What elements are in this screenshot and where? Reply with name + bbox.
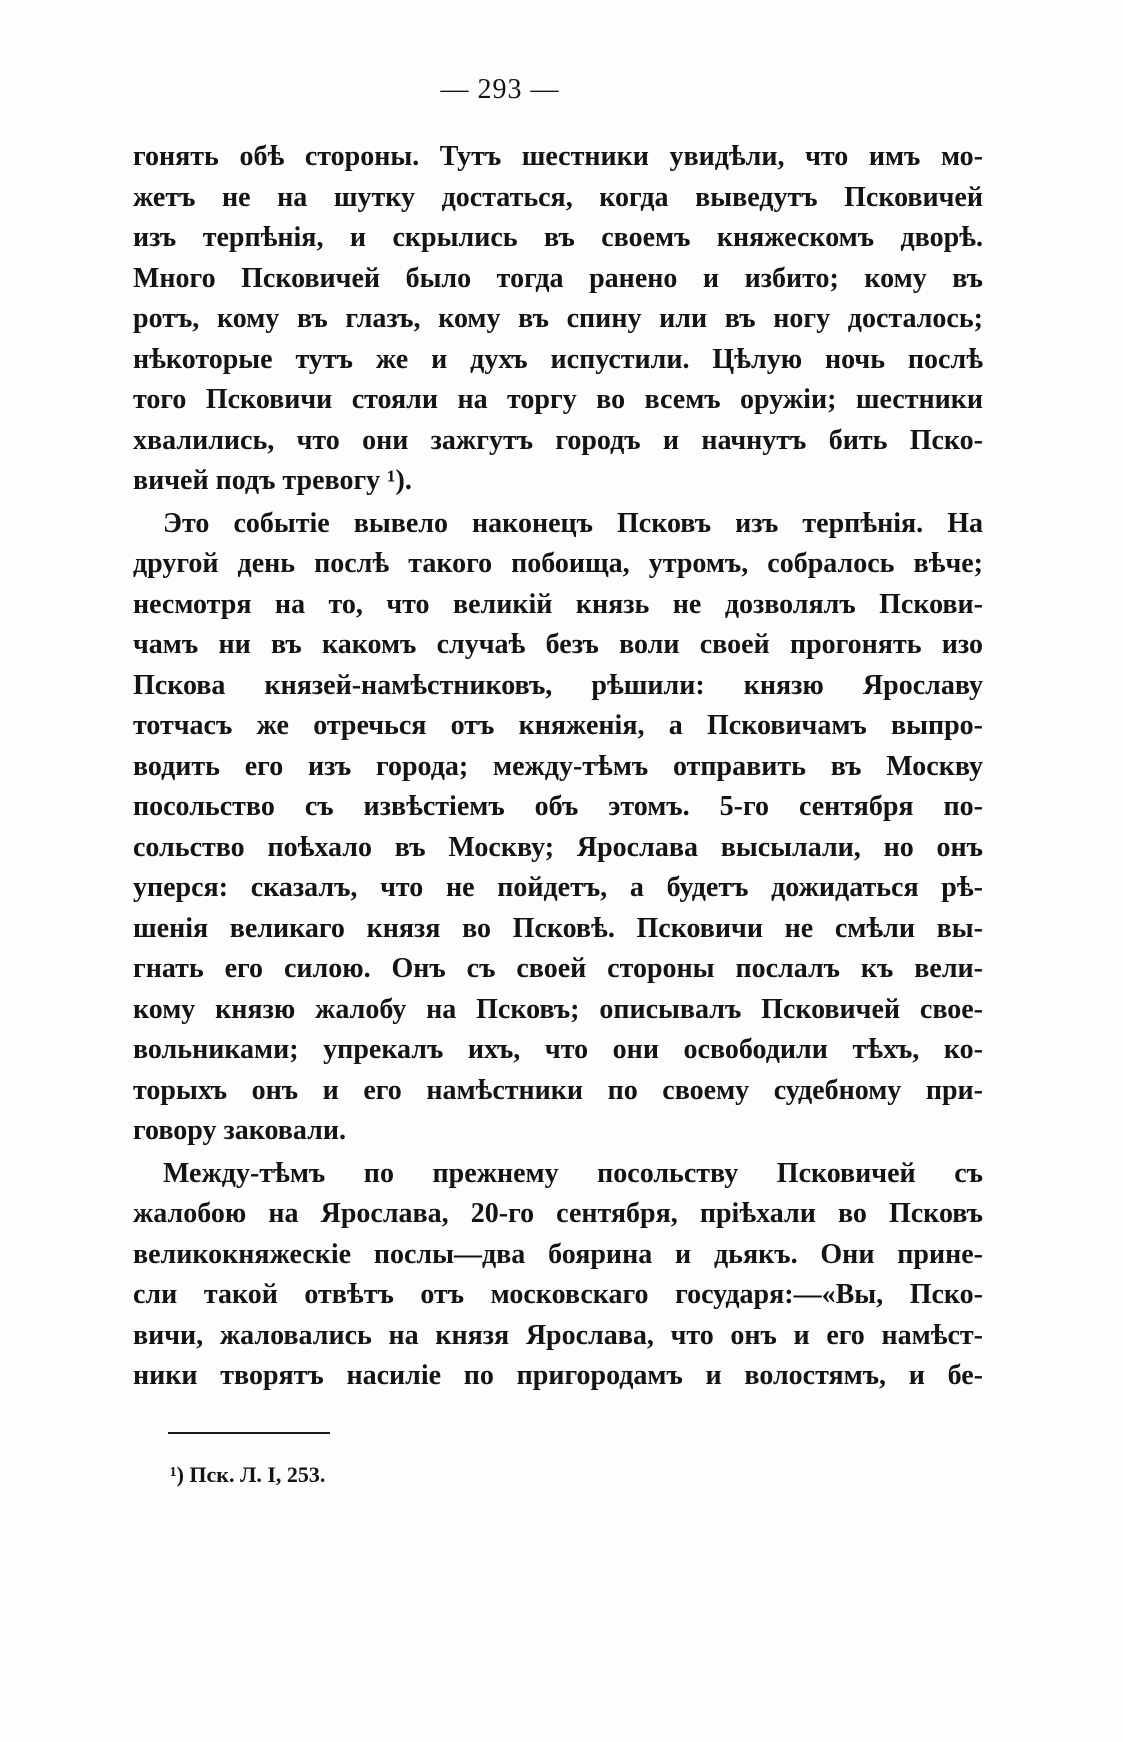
body-text bbox=[133, 137, 983, 1397]
text-line: несмотря на то, что великій князь не дозволялъ Пскови- bbox=[133, 588, 983, 620]
text-line: тотчасъ же отречься отъ княженія, а Псковичамъ выпро- bbox=[133, 710, 983, 741]
text-line: хвалились, что они зажгутъ городъ и начнутъ бить Пско- bbox=[133, 424, 983, 456]
paragraph bbox=[133, 1154, 983, 1397]
text-line: Это событіе вывело наконецъ Псковъ изъ терпѣнія. На bbox=[163, 507, 983, 539]
text-line: жалобою на Ярослава, 20-го сентября, пріѣхали во Псковъ bbox=[133, 1198, 983, 1229]
text-line: Много Псковичей было тогда ранено и избито; кому въ bbox=[133, 262, 983, 294]
text-line: гнать его силою. Онъ съ своей стороны послалъ къ вели- bbox=[133, 953, 983, 984]
text-line: другой день послѣ такого побоища, утромъ, собралось вѣче; bbox=[133, 548, 983, 579]
footnote: ¹) Пск. Л. I, 253. bbox=[170, 1462, 326, 1487]
text-line: вичи, жаловались на князя Ярослава, что онъ и его намѣст- bbox=[133, 1319, 983, 1351]
text-line: изъ терпѣнія, и скрылись въ своемъ княжескомъ дворѣ. bbox=[133, 222, 983, 253]
text-line: того Псковичи стояли на торгу во всемъ оружіи; шестники bbox=[133, 384, 983, 415]
text-line: великокняжескіе послы—два боярина и дьякъ. Они прине- bbox=[133, 1238, 983, 1270]
text-line: ротъ, кому въ глазъ, кому въ спину или въ ногу досталось; bbox=[133, 303, 983, 334]
text-line: вольниками; упрекалъ ихъ, что они освободили тѣхъ, ко- bbox=[133, 1034, 983, 1065]
text-line: Между-тѣмъ по прежнему посольству Псковичей съ bbox=[163, 1157, 983, 1189]
text-line: говору заковали. bbox=[133, 1115, 346, 1146]
text-line: жетъ не на шутку достаться, когда выведутъ Псковичей bbox=[133, 181, 983, 213]
footnote-separator bbox=[168, 1432, 330, 1434]
text-line: нѣкоторые тутъ же и духъ испустили. Цѣлую ночь послѣ bbox=[133, 343, 983, 375]
text-line: сольство поѣхало въ Москву; Ярослава высылали, но онъ bbox=[133, 831, 983, 863]
text-line: посольство съ извѣстіемъ объ этомъ. 5-го сентября по- bbox=[133, 791, 983, 822]
text-line: вичей подъ тревогу ¹). bbox=[133, 465, 412, 496]
paragraph bbox=[133, 504, 983, 1152]
text-line: чамъ ни въ какомъ случаѣ безъ воли своей прогонять изо bbox=[133, 629, 983, 660]
text-line: водить его изъ города; между-тѣмъ отправить въ Москву bbox=[133, 750, 983, 782]
text-line: шенія великаго князя во Псковѣ. Псковичи не смѣли вы- bbox=[133, 912, 983, 944]
text-line: сли такой отвѣтъ отъ московскаго государя:—«Вы, Пско- bbox=[133, 1279, 983, 1310]
text-line: уперся: сказалъ, что не пойдетъ, а будетъ дожидаться рѣ- bbox=[133, 872, 983, 903]
text-line: торыхъ онъ и его намѣстники по своему судебному при- bbox=[133, 1074, 983, 1106]
paragraph bbox=[133, 137, 983, 502]
text-line: кому князю жалобу на Псковъ; описывалъ Псковичей свое- bbox=[133, 993, 983, 1025]
text-line: гонять обѣ стороны. Тутъ шестники увидѣли, что имъ мо- bbox=[133, 141, 983, 172]
page-number: — 293 — bbox=[440, 74, 560, 105]
text-line: ники творятъ насиліе по пригородамъ и волостямъ, и бе- bbox=[133, 1360, 983, 1391]
text-line: Пскова князей-намѣстниковъ, рѣшили: князю Ярославу bbox=[133, 669, 983, 701]
